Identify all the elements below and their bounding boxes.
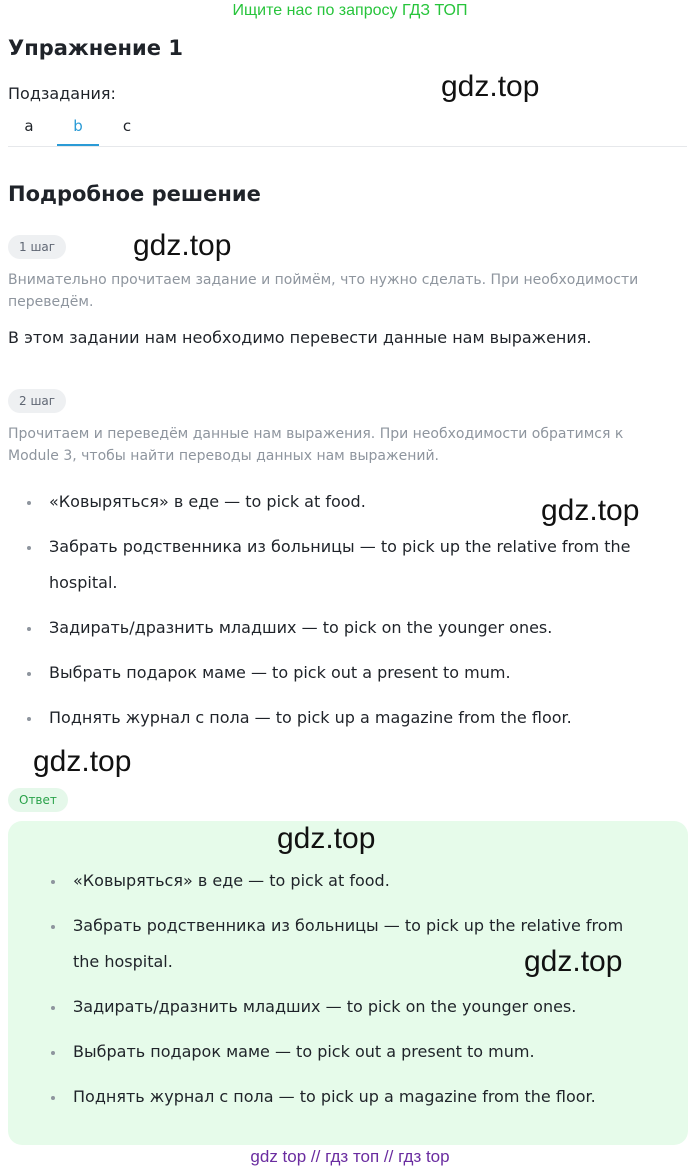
- answer-badge: Ответ: [8, 788, 68, 812]
- tab-b[interactable]: b: [57, 110, 99, 146]
- list-item: Поднять журнал с пола — to pick up a magazine from the floor.: [49, 700, 659, 736]
- watermark: gdz.top: [133, 229, 232, 262]
- tab-a[interactable]: a: [24, 117, 34, 135]
- list-item: «Ковыряться» в еде — to pick at food.: [49, 484, 659, 520]
- watermark: gdz.top: [33, 745, 132, 778]
- step-1-text: В этом задании нам необходимо перевести данные нам выражения.: [8, 328, 592, 347]
- search-banner: Ищите нас по запросу ГДЗ ТОП: [232, 2, 468, 19]
- list-item: Забрать родственника из больницы — to pick up the relative from the hospital.: [49, 529, 659, 601]
- list-item: «Ковыряться» в еде — to pick at food.: [73, 863, 648, 899]
- list-item: Поднять журнал с пола — to pick up a magazine from the floor.: [73, 1079, 648, 1115]
- watermark: gdz.top: [441, 70, 540, 103]
- footer-links: gdz top // гдз топ // гдз top: [250, 1147, 450, 1166]
- list-item: Забрать родственника из больницы — to pick up the relative from the hospital.: [73, 908, 648, 980]
- watermark: gdz.top: [541, 494, 640, 527]
- subtasks-label: Подзадания:: [8, 84, 116, 103]
- tab-c[interactable]: c: [122, 117, 132, 135]
- list-item: Выбрать подарок маме — to pick out a present to mum.: [73, 1034, 648, 1070]
- solution-title: Подробное решение: [8, 182, 261, 206]
- step-2-note: Прочитаем и переведём данные нам выражения. При необходимости обратимся к Module 3, чтобы найти переводы данных нам выражений.: [8, 426, 624, 464]
- step-1-badge: 1 шаг: [8, 235, 66, 259]
- step-1-note: Внимательно прочитаем задание и поймём, что нужно сделать. При необходимости переведём.: [8, 272, 639, 310]
- list-item: Задирать/дразнить младших — to pick on the younger ones.: [73, 989, 648, 1025]
- page-title: Упражнение 1: [8, 36, 183, 60]
- step-2-badge: 2 шаг: [8, 389, 66, 413]
- watermark: gdz.top: [524, 945, 623, 978]
- subtask-tabs: [8, 110, 687, 147]
- list-item: Задирать/дразнить младших — to pick on the younger ones.: [49, 610, 659, 646]
- answer-list: [73, 863, 648, 1124]
- watermark: gdz.top: [277, 822, 376, 855]
- list-item: Выбрать подарок маме — to pick out a present to mum.: [49, 655, 659, 691]
